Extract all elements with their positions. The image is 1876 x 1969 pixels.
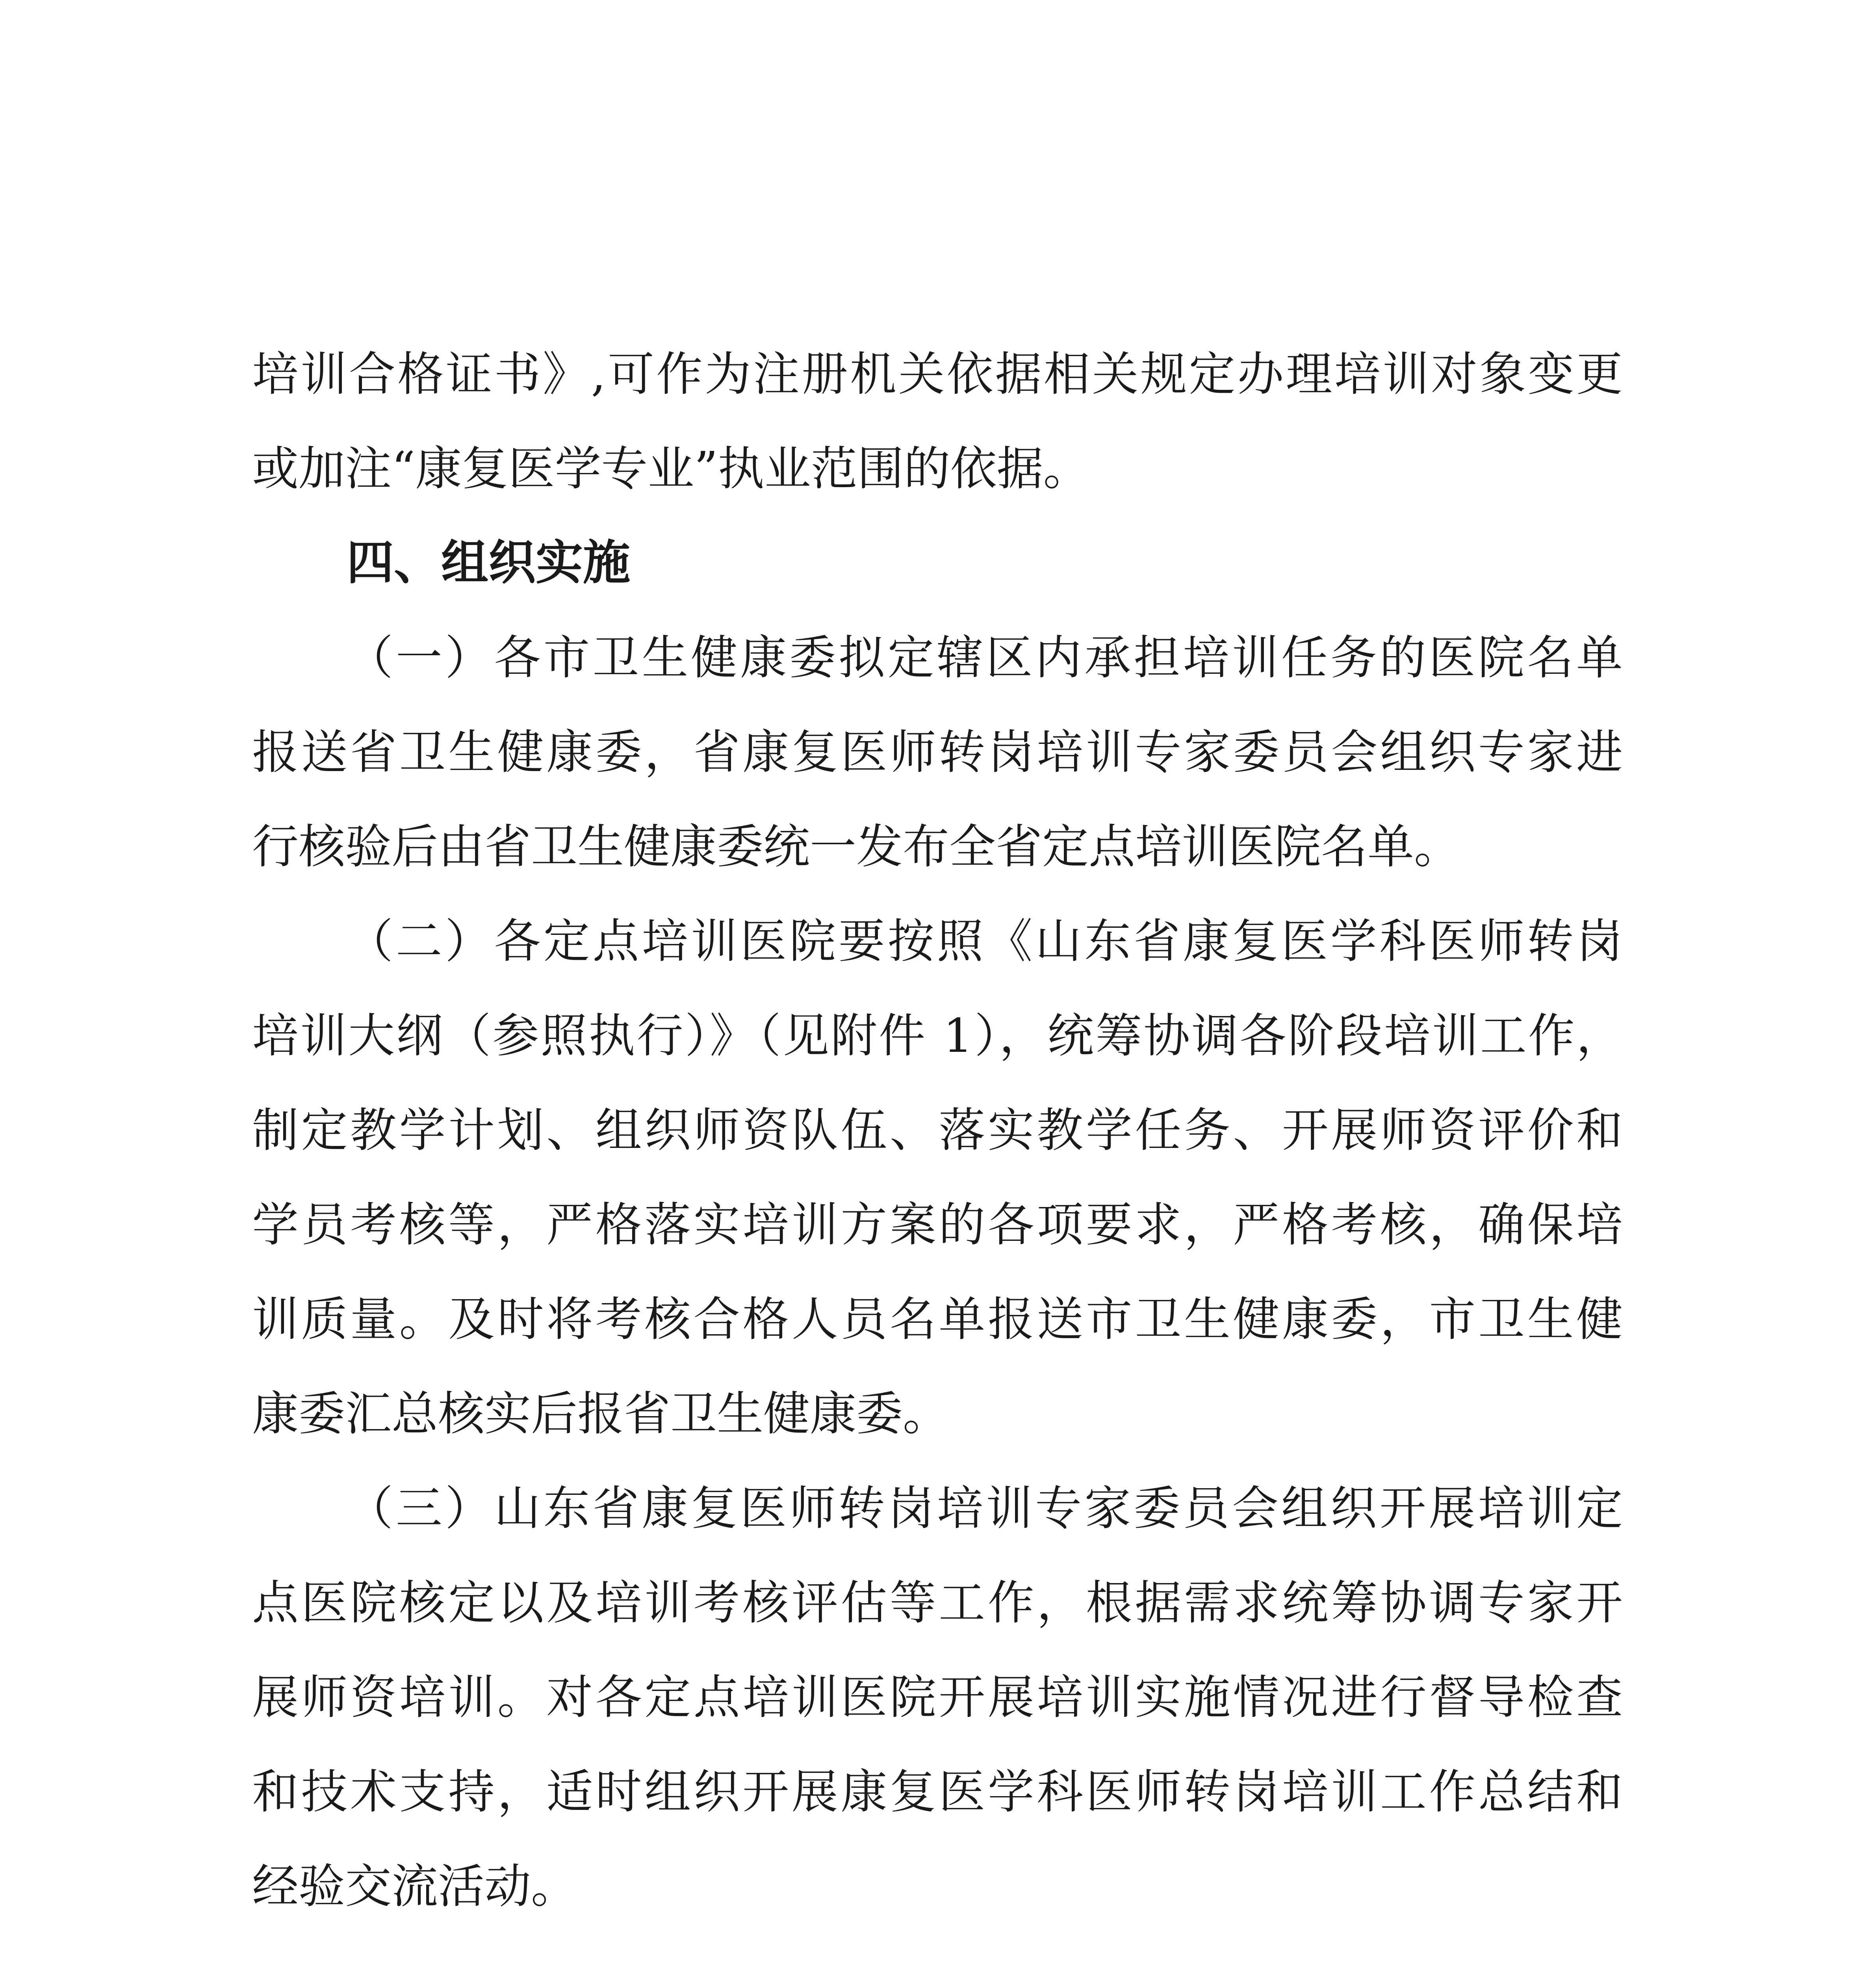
para-3-line-1: （三）山东省康复医师转岗培训专家委员会组织开展培训定 [347, 1481, 1623, 1535]
para-3-line-2: 点医院核定以及培训考核评估等工作，根据需求统筹协调专家开 [252, 1576, 1623, 1630]
para-2-line-4: 学员考核等，严格落实培训方案的各项要求，严格考核，确保培 [252, 1198, 1623, 1252]
para-3-line-4: 和技术支持，适时组织开展康复医学科医师转岗培训工作总结和 [252, 1765, 1623, 1819]
section-heading: 四、组织实施 [347, 536, 630, 590]
para-2-line-5: 训质量。及时将考核合格人员名单报送市卫生健康委，市卫生健 [252, 1292, 1623, 1346]
para-2-line-3: 制定教学计划、组织师资队伍、落实教学任务、开展师资评价和 [252, 1103, 1623, 1157]
para-1-line-1: （一）各市卫生健康委拟定辖区内承担培训任务的医院名单 [347, 630, 1623, 685]
para-2-line-1: （二）各定点培训医院要按照《山东省康复医学科医师转岗 [347, 914, 1623, 968]
para-2-line-6: 康委汇总核实后报省卫生健康委。 [252, 1387, 950, 1441]
intro-line-2: 或加注“康复医学专业”执业范围的依据。 [252, 441, 1090, 496]
para-1-line-2: 报送省卫生健康委，省康复医师转岗培训专家委员会组织专家进 [252, 725, 1623, 779]
para-1-line-3: 行核验后由省卫生健康委统一发布全省定点培训医院名单。 [252, 819, 1461, 874]
para-3-line-3: 展师资培训。对各定点培训医院开展培训实施情况进行督导检查 [252, 1670, 1623, 1724]
para-2-line-2: 培训大纲（参照执行）》（见附件 1），统筹协调各阶段培训工作， [252, 1009, 1623, 1063]
para-3-line-5: 经验交流活动。 [252, 1859, 578, 1913]
intro-line-1: 培训合格证书》,可作为注册机关依据相关规定办理培训对象变更 [252, 347, 1623, 401]
